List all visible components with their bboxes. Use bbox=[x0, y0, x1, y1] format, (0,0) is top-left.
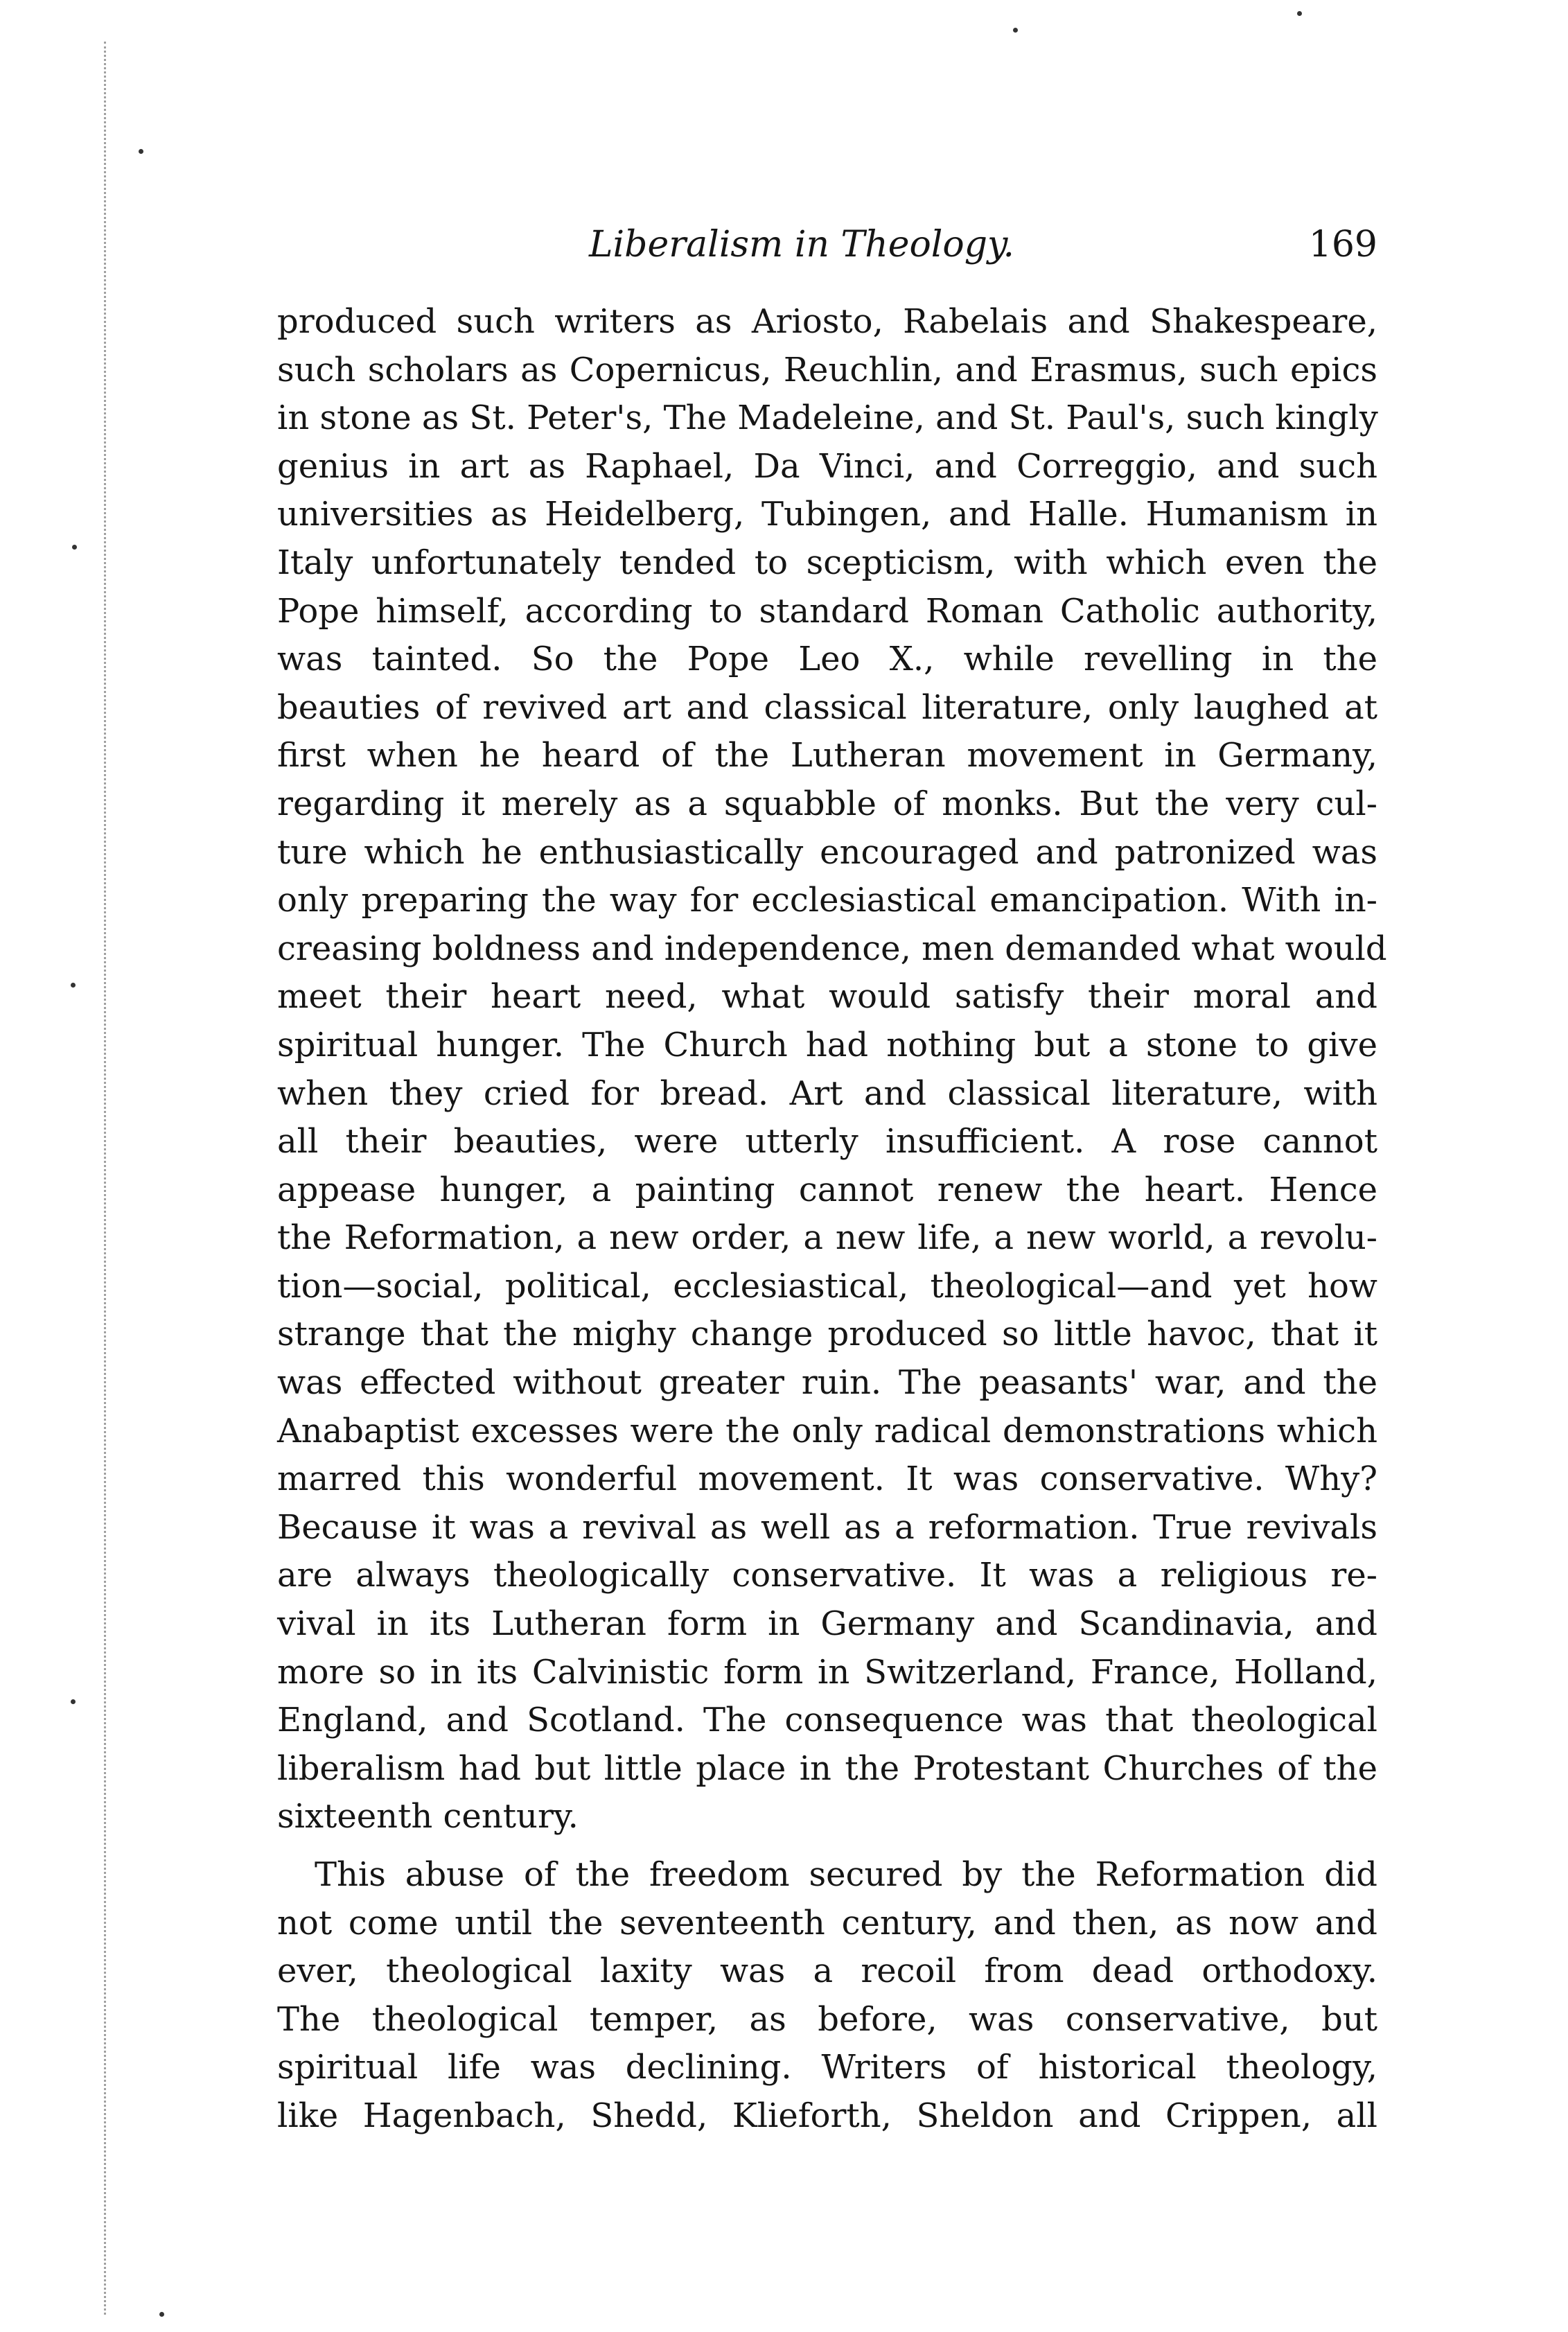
text-line: when they cried for bread. Art and classical literature, with bbox=[277, 1073, 1377, 1113]
margin-speck bbox=[71, 1699, 76, 1704]
text-line: Pope himself, according to standard Roman Catholic authority, bbox=[277, 591, 1377, 631]
text-line: was tainted. So the Pope Leo X., while revelling in the bbox=[277, 640, 1377, 679]
text-line: was effected without greater ruin. The peasants' war, and the bbox=[277, 1363, 1377, 1403]
text-line: regarding it merely as a squabble of monks. But the very cul- bbox=[277, 784, 1377, 823]
text-line: strange that the mighy change produced so little havoc, that it bbox=[277, 1315, 1377, 1354]
text-line: not come until the seventeenth century, and then, as now and bbox=[277, 1903, 1377, 1943]
text-line: Because it was a revival as well as a reformation. True revivals bbox=[277, 1507, 1377, 1547]
paragraph bbox=[277, 1851, 1377, 2141]
text-line: creasing boldness and independence, men demanded what would bbox=[277, 929, 1387, 968]
text-line: the Reformation, a new order, a new life, a new world, a revolu- bbox=[277, 1218, 1377, 1258]
running-title: Liberalism in Theology. bbox=[589, 224, 1014, 265]
margin-speck bbox=[72, 545, 77, 550]
text-line: This abuse of the freedom secured by the Reformation did bbox=[315, 1855, 1377, 1894]
text-line: such scholars as Copernicus, Reuchlin, and Erasmus, such epics bbox=[277, 350, 1377, 389]
text-line: are always theologically conservative. It was a religious re- bbox=[277, 1556, 1377, 1595]
text-line: Anabaptist excesses were the only radical demonstrations which bbox=[277, 1411, 1377, 1450]
text-line: all their beauties, were utterly insufficient. A rose cannot bbox=[277, 1122, 1377, 1161]
text-line: produced such writers as Ariosto, Rabelais and Shakespeare, bbox=[277, 302, 1377, 341]
margin-speck bbox=[1297, 11, 1302, 16]
paragraph bbox=[277, 298, 1387, 1841]
text-line: The theological temper, as before, was conservative, but bbox=[277, 1999, 1377, 2039]
margin-speck bbox=[139, 149, 143, 154]
text-line: more so in its Calvinistic form in Switzerland, France, Holland, bbox=[277, 1652, 1377, 1692]
paragraph-gap bbox=[277, 1841, 1377, 1851]
text-line: England, and Scotland. The consequence was that theological bbox=[277, 1701, 1377, 1740]
text-line: vival in its Lutheran form in Germany and Scandinavia, and bbox=[277, 1604, 1377, 1644]
text-line: first when he heard of the Lutheran movement in Germany, bbox=[277, 736, 1377, 775]
text-line: beauties of revived art and classical literature, only laughed at bbox=[277, 687, 1377, 727]
text-line: in stone as St. Peter's, The Madeleine, and St. Paul's, such kingly bbox=[277, 398, 1378, 438]
text-line: sixteenth century. bbox=[277, 1797, 579, 1836]
text-line: tion—social, political, ecclesiastical, theological—and yet how bbox=[277, 1266, 1377, 1306]
text-line: only preparing the way for ecclesiastical emancipation. With in- bbox=[277, 881, 1377, 920]
text-line: universities as Heidelberg, Tubingen, and Halle. Humanism in bbox=[277, 495, 1377, 534]
text-line: ture which he enthusiastically encouraged and patronized was bbox=[277, 832, 1377, 872]
text-line: spiritual life was declining. Writers of historical theology, bbox=[277, 2048, 1377, 2087]
text-line: ever, theological laxity was a recoil from dead orthodoxy. bbox=[277, 1952, 1377, 1991]
binding-gutter-marks bbox=[104, 42, 118, 2315]
text-line: liberalism had but little place in the Protestant Churches of the bbox=[277, 1748, 1377, 1788]
body-text bbox=[277, 298, 1387, 2141]
text-line: meet their heart need, what would satisfy their moral and bbox=[277, 977, 1377, 1017]
text-line: Italy unfortunately tended to scepticism, with which even the bbox=[277, 543, 1377, 582]
margin-speck bbox=[1013, 28, 1018, 33]
text-line: genius in art as Raphael, Da Vinci, and Correggio, and such bbox=[277, 446, 1377, 486]
text-line: like Hagenbach, Shedd, Klieforth, Sheldon and Crippen, all bbox=[277, 2096, 1377, 2135]
margin-speck bbox=[159, 2312, 164, 2317]
text-line: spiritual hunger. The Church had nothing but a stone to give bbox=[277, 1025, 1377, 1064]
text-line: marred this wonderful movement. It was conservative. Why? bbox=[277, 1459, 1377, 1499]
page-header bbox=[277, 220, 1377, 269]
page-number: 169 bbox=[1308, 224, 1377, 265]
text-line: appease hunger, a painting cannot renew the heart. Hence bbox=[277, 1170, 1377, 1209]
margin-speck bbox=[71, 983, 76, 988]
